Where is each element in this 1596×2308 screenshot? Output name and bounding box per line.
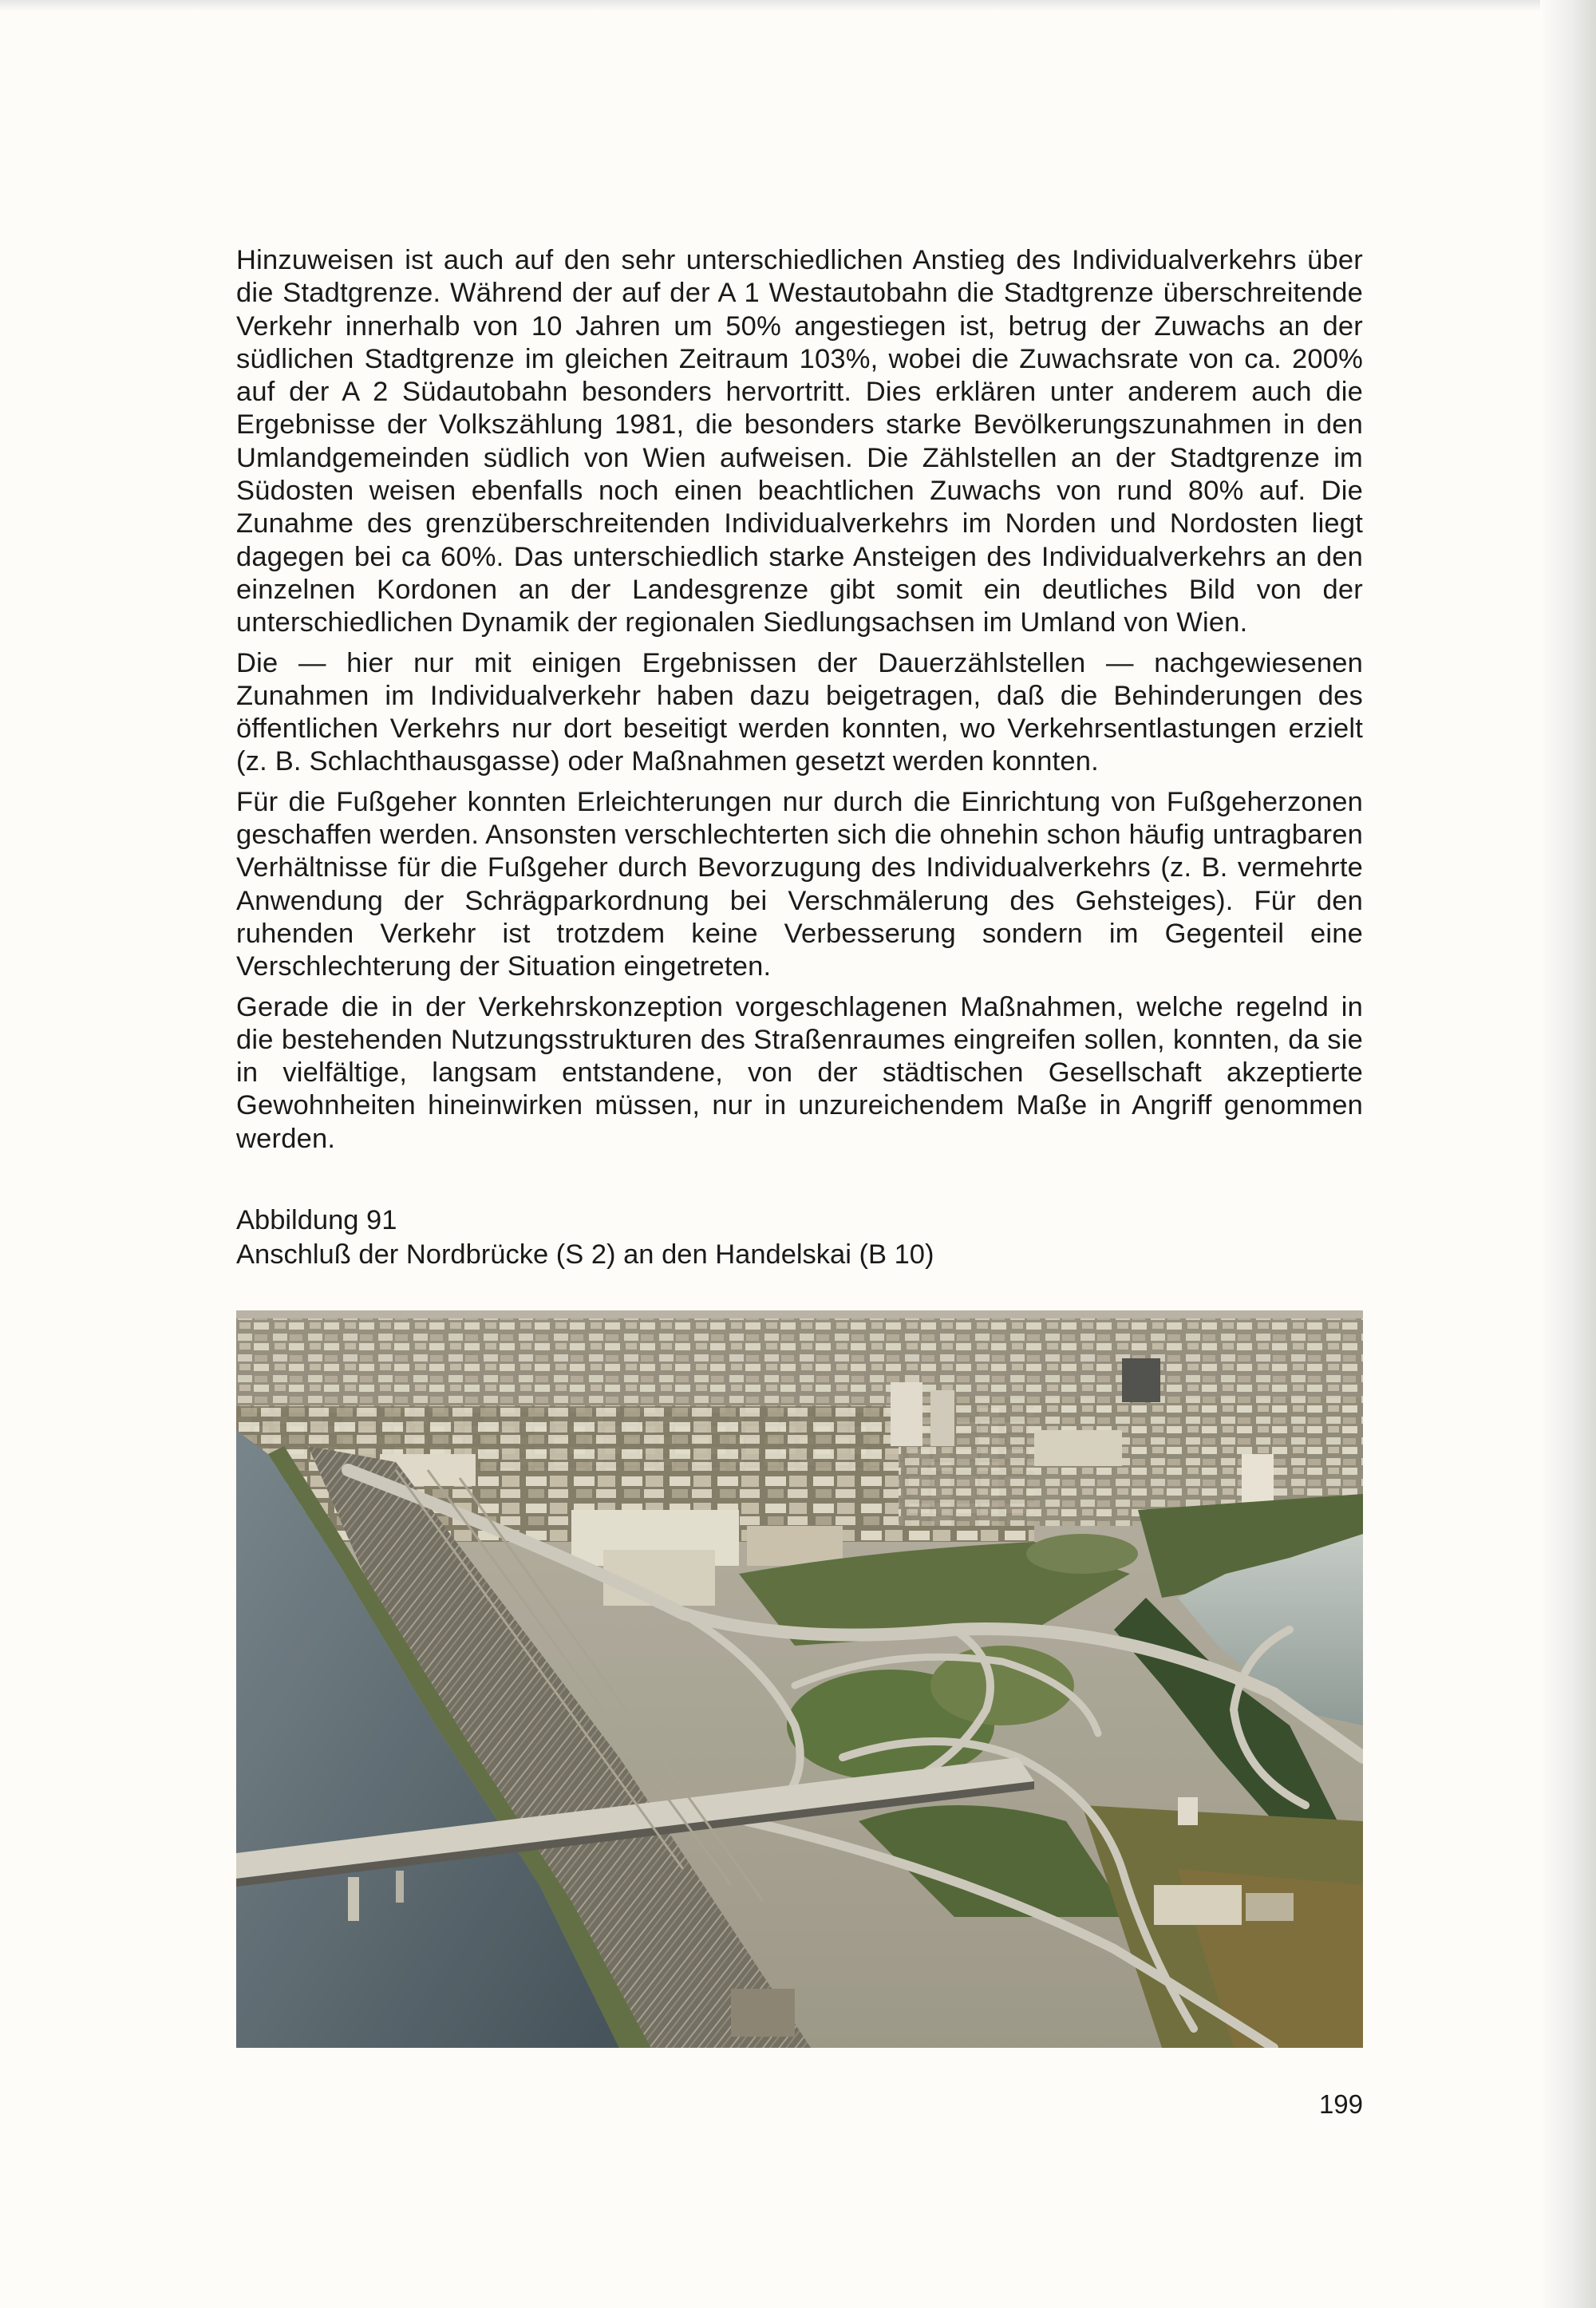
body-text	[236, 244, 1363, 1163]
scan-right-edge	[1540, 0, 1596, 2308]
aerial-photo	[236, 1310, 1363, 2048]
figure-caption	[236, 1203, 1274, 1272]
page-number: 199	[1318, 2089, 1363, 2119]
paragraph-2: Die — hier nur mit einigen Ergebnissen der Dauerzählstellen — nachgewiesenen Zunahmen im Individualverkehr haben dazu beigetragen, daß die Behinderungen des öffentlichen Verkehrs nur dort beseitigt werden konnten, wo Verkehrsentlastungen erzielt (z. B. Schlachthausgasse) oder Maßnahmen gesetzt werden konnten.	[236, 647, 1363, 777]
figure-label: Abbildung 91	[236, 1205, 397, 1235]
figure-title: Anschluß der Nordbrücke (S 2) an den Handelskai (B 10)	[236, 1239, 934, 1270]
paragraph-4: Gerade die in der Verkehrskonzeption vorgeschlagenen Maßnahmen, welche regelnd in die bestehenden Nutzungsstrukturen des Straßenraumes eingreifen sollen, konnten, da sie in vielfältige, langsam entstandene, von der städtischen Gesellschaft akzeptierte Gewohnheiten hineinwirken müssen, nur in unzureichendem Maße in Angriff genommen werden.	[236, 991, 1363, 1154]
aerial-photo-illustration	[236, 1310, 1363, 2048]
scan-top-edge	[0, 0, 1596, 11]
paragraph-3: Für die Fußgeher konnten Erleichterungen nur durch die Einrichtung von Fußgeherzonen geschaffen werden. Ansonsten verschlechterten sich die ohnehin schon häufig untragbaren Verhältnisse für die Fußgeher durch Bevorzugung des Individualverkehrs (z. B. vermehrte Anwendung der Schrägparkordnung bei Verschmälerung des Gehsteiges). Für den ruhenden Verkehr ist trotzdem keine Verbesserung sondern im Gegenteil eine Verschlechterung der Situation eingetreten.	[236, 786, 1363, 982]
paragraph-1: Hinzuweisen ist auch auf den sehr unterschiedlichen Anstieg des Individualverkehrs über die Stadtgrenze. Während der auf der A 1 Westautobahn die Stadtgrenze überschreitende Verkehr innerhalb von 10 Jahren um 50% angestiegen ist, betrug der Zuwachs an der südlichen Stadtgrenze im gleichen Zeitraum 103%, wobei die Zuwachsrate von ca. 200% auf der A 2 Südautobahn besonders hervortritt. Dies erklären unter anderem auch die Ergebnisse der Volkszählung 1981, die besonders starke Bevölkerungszunahmen in den Umlandgemeinden südlich von Wien aufweisen. Die Zählstellen an der Stadtgrenze im Südosten weisen ebenfalls noch einen beachtlichen Zuwachs von rund 80% auf. Die Zunahme des grenzüberschreitenden Individualverkehrs im Norden und Nordosten liegt dagegen bei ca 60%. Das unterschiedlich starke Ansteigen des Individualverkehrs an den einzelnen Kordonen an der Landesgrenze gibt somit ein deutliches Bild von der unterschiedlichen Dynamik der regionalen Siedlungsachsen im Umland von Wien.	[236, 245, 1363, 638]
